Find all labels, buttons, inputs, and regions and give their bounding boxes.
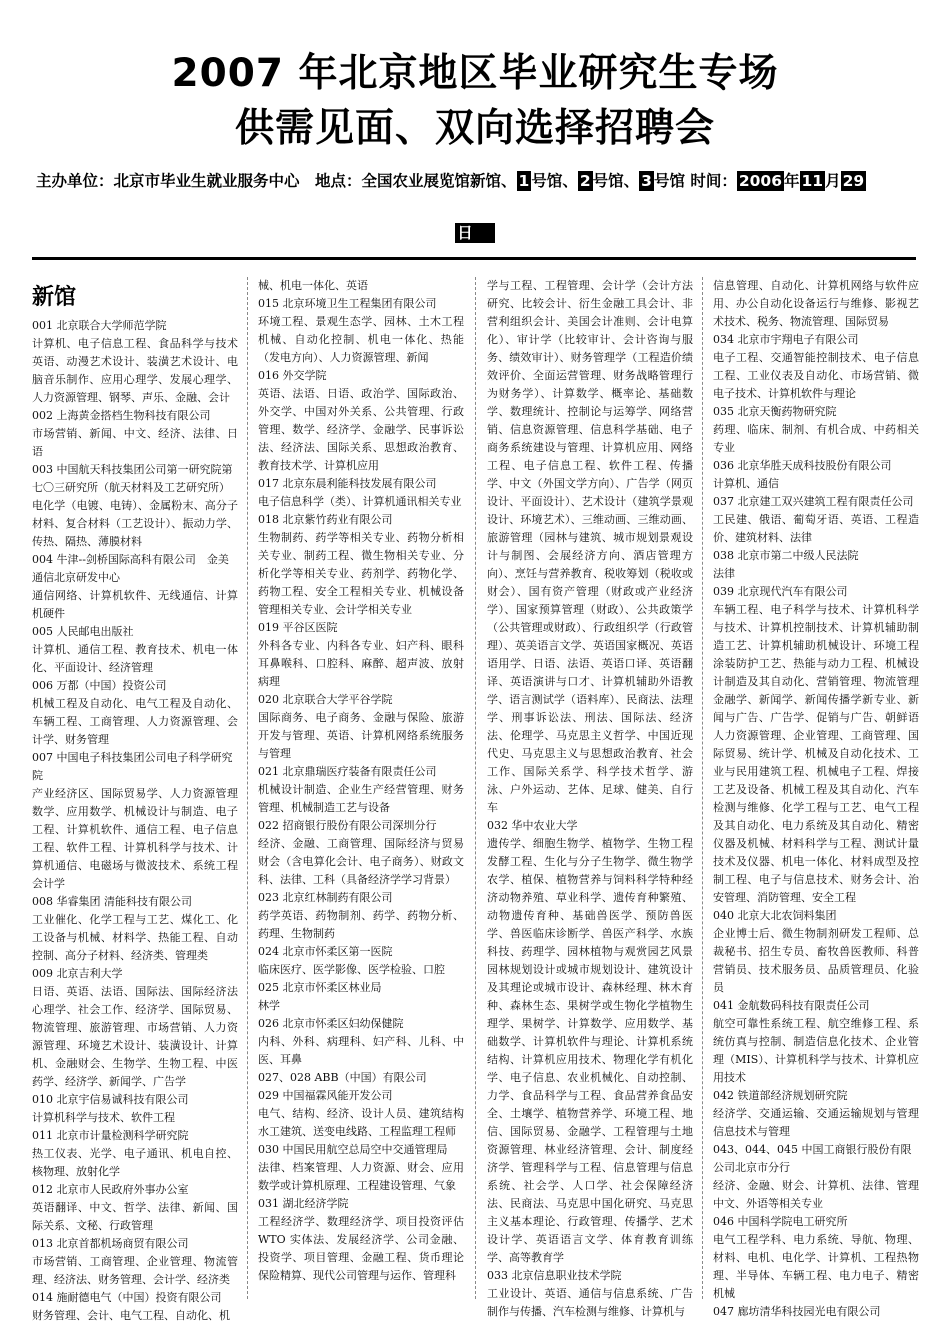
exhibitor-name: 001 北京联合大学师范学院 — [32, 319, 167, 332]
exhibitor-entry — [713, 583, 919, 907]
exhibitor-majors: 工程经济学、数理经济学、项目投资评估WTO 实体法、发展经济学、公司金融、投资学、项目管理、金融工程、货币理论保险精算、现代公司管理与运作、管理科 — [258, 1215, 464, 1282]
exhibitor-entry — [258, 889, 464, 943]
exhibitor-name: 007 中国电子科技集团公司电子科学研究院 — [32, 751, 233, 782]
exhibitor-entry — [258, 475, 464, 511]
exhibitor-name: 013 北京首都机场商贸有限公司 — [32, 1237, 189, 1250]
exhibitor-entry — [258, 511, 464, 619]
exhibitor-majors: 林学 — [258, 999, 280, 1012]
exhibitor-name: 025 北京市怀柔区林业局 — [258, 981, 382, 994]
exhibitor-entry — [32, 1235, 238, 1289]
exhibitor-majors: 通信网络、计算机软件、无线通信、计算机硬件 — [32, 589, 238, 620]
exhibitor-entry — [713, 331, 919, 403]
event-info-highlight: 11 — [801, 172, 824, 190]
exhibitor-name: 047 廊坊清华科技园光电有限公司 — [713, 1305, 881, 1318]
exhibitor-name: 010 北京宇信易诚科技有限公司 — [32, 1093, 189, 1106]
exhibitor-entry — [258, 691, 464, 763]
exhibitor-majors: 热工仪表、光学、电子通讯、机电自控、核物理、放射化学 — [32, 1147, 238, 1178]
exhibitor-majors: 英语翻译、中文、哲学、法律、新闻、国际关系、文秘、行政管理 — [32, 1201, 238, 1232]
event-info-highlight: 29 — [842, 172, 865, 190]
exhibitor-majors: 工业设计、英语、通信与信息系统、广告制作与传播、汽车检测与维修、计算机与 — [487, 1287, 693, 1318]
exhibitor-entry — [713, 1213, 919, 1303]
exhibitor-majors: 经济学、交通运输、交通运输规划与管理信息技术与管理 — [713, 1107, 919, 1138]
exhibitor-entry — [487, 817, 693, 1267]
column-divider — [247, 277, 248, 1299]
exhibitor-majors: 环境工程、景观生态学、园林、土木工程机械、自动化控制、机电一体化、热能（发电方向）、人力资源管理、新闻 — [258, 315, 464, 364]
event-info-text: 主办单位：北京市毕业生就业服务中心 地点：全国农业展览馆新馆、 — [36, 172, 517, 190]
exhibitor-entry — [258, 295, 464, 367]
exhibitor-name: 031 湖北经济学院 — [258, 1197, 349, 1210]
exhibitor-name: 006 万都（中国）投资公司 — [32, 679, 167, 692]
exhibitor-name: 018 北京紫竹药业有限公司 — [258, 513, 393, 526]
event-info-highlight: 2006 — [738, 172, 782, 190]
exhibitor-majors: 航空可靠性系统工程、航空维修工程、系统仿真与控制、制造信息化技术、企业管理（MIS）、计算机科学与技术、计算机应用技术 — [713, 1017, 919, 1084]
section-heading: 新馆 — [32, 285, 77, 310]
exhibitor-name: 002 上海黄金搭档生物科技有限公司 — [32, 409, 211, 422]
exhibitor-majors: 法律、档案管理、人力资源、财会、应用数学或计算机原理、工程建设管理、气象 — [258, 1161, 464, 1192]
event-info-text: 号馆 时间： — [653, 172, 737, 190]
event-info-text: 号馆、 — [531, 172, 578, 190]
exhibitor-name: 046 中国科学院电工研究所 — [713, 1215, 848, 1228]
exhibitor-majors: 机械工程及自动化、电气工程及自动化、车辆工程、工商管理、人力资源管理、会计学、财务管理 — [32, 697, 238, 746]
exhibitor-name: 041 金航数码科技有限责任公司 — [713, 999, 870, 1012]
exhibitor-entry — [32, 965, 238, 1091]
column-4 — [713, 277, 919, 1321]
exhibitor-entry — [713, 403, 919, 457]
column-1 — [32, 277, 238, 1325]
exhibitor-name: 022 招商银行股份有限公司深圳分行 — [258, 819, 437, 832]
column-divider — [475, 277, 476, 1299]
exhibitor-name: 043、044、045 中国工商银行股份有限公司北京市分行 — [713, 1143, 912, 1174]
exhibitor-majors: 工民建、俄语、葡萄牙语、英语、工程造价、建筑材料、法律 — [713, 513, 919, 544]
column-divider — [702, 277, 703, 1299]
exhibitor-name: 009 北京吉利大学 — [32, 967, 123, 980]
event-info-line — [36, 170, 914, 192]
column-2 — [258, 277, 464, 1285]
exhibitor-majors: 遗传学、细胞生物学、植物学、生物工程发酵工程、生化与分子生物学、微生物学农学、植保、植物营养与饲料科学特种经济动物养殖、草业科学、遗传育种繁殖、动物遗传育种、基础兽医学、预防兽医学、兽医临床诊断学、兽医产科学、水族科技、药理学、园林植物与观赏园艺风景园林规划设计或城市规划设计、建筑设计及其理论或城市设计、森林经理、林木育种、森林生态、果树学或生物化学植物生理学、果树学、计算数学、应用数学、基础数学、计算机软件与理论、计算机系统结构、计算机应用技术、物理化学有机化学、电子信息、农业机械化、自动控制、力学、食品科学与工程、食品营养食品安全、土壤学、植物营养学、环境工程、地信、国际贸易、金融学、工程管理与土地资源管理、林业经济管理、会计、制度经济学、管理科学与工程、信息管理与信息系统、社会学、人口学、社会保障经济法、民商法、马克思中国化研究、马克思主义基本理论、行政管理、传播学、艺术设计学、英语语言文学、体育教育训练学、高等教育学 — [487, 837, 693, 1264]
exhibitor-entry — [258, 1069, 464, 1087]
exhibitor-entry — [258, 979, 464, 1015]
exhibitor-entry — [258, 763, 464, 817]
exhibitor-name: 029 中国福霖风能开发公司 — [258, 1089, 393, 1102]
exhibitor-majors: 计算机、通信 — [713, 477, 779, 490]
exhibitor-majors: 计算机科学与技术、软件工程 — [32, 1111, 175, 1124]
exhibitor-name: 032 华中农业大学 — [487, 819, 578, 832]
exhibitor-name: 014 施耐德电气（中国）投资有限公司 — [32, 1291, 222, 1304]
exhibitor-name: 035 北京天衡药物研究院 — [713, 405, 837, 418]
exhibitor-majors: 临床医疗、医学影像、医学检验、口腔 — [258, 963, 445, 976]
exhibitor-entry — [713, 907, 919, 997]
exhibitor-entry — [258, 1015, 464, 1069]
exhibitor-name: 005 人民邮电出版社 — [32, 625, 134, 638]
exhibitor-entry — [32, 461, 238, 551]
exhibitor-majors: 机械设计制造、企业生产经营管理、财务管理、机械制造工艺与设备 — [258, 783, 464, 814]
exhibitor-entry — [32, 623, 238, 677]
exhibitor-entry — [32, 1127, 238, 1181]
exhibitor-name: 030 中国民用航空总局空中交通管理局 — [258, 1143, 448, 1156]
exhibitor-majors: 车辆工程、电子科学与技术、计算机科学与技术、计算机控制技术、计算机辅助制造工艺、计算机辅助机械设计、环境工程涂装防护工艺、热能与动力工程、机械设计制造及其自动化、营销管理、物流管理金融学、新闻学、新闻传播学新专业、新闻与广告、广告学、促销与广告、朝鲜语人力资源管理、企业管理、工商管理、国际贸易、统计学、机械及自动化技术、工业与民用建筑工程、机械电子工程、焊接工艺及设备、机械工程及其自动化、汽车检测与维修、化学工程与工艺、电气工程及其自动化、电力系统及其自动化、精密仪器及机械、材料科学与工程、测试计量技术及仪器、机电一体化、材料成型及控制工程、电子与信息技术、财务会计、治安管理、消防管理、安全工程 — [713, 603, 919, 904]
exhibitor-majors: 经济、金融、工商管理、国际经济与贸易财会（含电算化会计、电子商务）、财政文科、法律、工科（具备经济学学习背景） — [258, 837, 464, 886]
event-info-text: 年 — [783, 172, 800, 190]
exhibitor-majors: 计算机、电子信息工程、食品科学与技术英语、动漫艺术设计、装潢艺术设计、电脑音乐制作、应用心理学、发展心理学、人力资源管理、钢琴、声乐、金融、会计 — [32, 337, 238, 404]
exhibitor-name: 027、028 ABB（中国）有限公司 — [258, 1071, 427, 1084]
exhibitor-name: 023 北京红林制药有限公司 — [258, 891, 393, 904]
exhibitor-name: 019 平谷区医院 — [258, 621, 338, 634]
exhibitor-majors: 电子信息科学（类）、计算机通讯相关专业 — [258, 495, 462, 508]
exhibitor-majors: 电化学（电镀、电铸）、金属粉末、高分子材料、复合材料（工艺设计）、振动力学、传热、隔热、薄膜材料 — [32, 499, 238, 548]
event-info-highlight: 1 — [518, 172, 530, 190]
exhibitor-majors: 市场营销、工商管理、企业管理、物流管理、经济法、财务管理、会计学、经济类 — [32, 1255, 238, 1286]
exhibitor-entry — [32, 893, 238, 965]
exhibitor-name: 037 北京建工双兴建筑工程有限责任公司 — [713, 495, 914, 508]
exhibitor-majors: 电子工程、交通智能控制技术、电子信息工程、工业仪表及自动化、市场营销、微电子技术、计算机软件与理论 — [713, 351, 919, 400]
exhibitor-entry — [258, 1141, 464, 1195]
column-3 — [487, 277, 693, 1321]
exhibitor-entry — [713, 493, 919, 547]
entry-majors-continued: 信息管理、自动化、计算机网络与软件应用、办公自动化设备运行与维修、影视艺术技术、税务、物流管理、国际贸易 — [713, 279, 919, 328]
entry-majors-continued: 学与工程、工程管理、会计学（会计方法研究、比较会计、衍生金融工具会计、非营利组织会计、美国会计准则、会计电算化）、审计学（比较审计、会计咨询与服务、绩效审计）、财务管理学（工程造价绩效评价、全面运营管理、财务战略管理行为财务学）、计算数学、概率论、基础数学、数理统计、控制论与运筹学、网络营销、信息资源管理、信息科学基础、电子商务系统建设与管理、计算机应用、网络工程、电子信息工程、软件工程、传播学、中文（外国文学方向）、广告学（网页设计、平面设计）、艺术设计（建筑学景观设计、环境艺术）、三维动画、三维动画、旅游管理（园林与建筑、城市规划景观设计与制图、会展经济方向、酒店管理方向）、烹饪与营养教育、税收筹划（税收或财会）、国有资产管理（财政或产业经济学）、国家预算管理（财政）、公共政策学（公共管理或财政）、行政组织学（行政管理）、英美语言文学、英语国家概况、英语语用学、日语、法语、英语口译、英语翻译、英语演讲与口才、计算机辅助外语教学、语言测试学（语料库）、民商法、法理学、刑事诉讼法、刑法、国际法、经济法、伦理学、马克思主义哲学、中国近现代史、马克思主义与思想政治教育、社会工作、国际关系学、科学技术哲学、游泳、户外运动、艺体、足球、健美、自行车 — [487, 279, 693, 814]
exhibitor-name: 015 北京环境卫生工程集团有限公司 — [258, 297, 437, 310]
exhibitor-majors: 生物制药、药学等相关专业、药物分析相关专业、制药工程、微生物相关专业、分析化学等相关专业、药剂学、药物化学、药物工程、安全工程相关专业、机械设备管理相关专业、会计学相关专业 — [258, 531, 464, 616]
exhibitor-majors: 英语、法语、日语、政治学、国际政治、外交学、中国对外关系、公共管理、行政管理、数学、经济学、金融学、民事诉讼法、经济法、国际关系、思想政治教育、教育技术学、计算机应用 — [258, 387, 464, 472]
header-divider — [32, 257, 916, 260]
exhibitor-name: 020 北京联合大学平谷学院 — [258, 693, 393, 706]
exhibitor-entry — [32, 551, 238, 623]
event-info-text: 月 — [825, 172, 841, 190]
exhibitor-name: 034 北京市宇翔电子有限公司 — [713, 333, 859, 346]
exhibitor-majors: 药学英语、药物制剂、药学、药物分析、药理、生物制药 — [258, 909, 464, 940]
exhibitor-name: 008 华睿集团 清能科技有限公司 — [32, 895, 192, 908]
event-info-date-day: 日 — [455, 223, 495, 243]
exhibitor-name: 040 北京大北农饲料集团 — [713, 909, 837, 922]
exhibitor-name: 033 北京信息职业技术学院 — [487, 1269, 622, 1282]
exhibitor-entry — [713, 1303, 919, 1321]
exhibitor-name: 042 铁道部经济规划研究院 — [713, 1089, 848, 1102]
exhibitor-majors: 电气工程学科、电力系统、导航、物理、材料、电机、电化学、计算机、工程热物理、半导体、车辆工程、电力电子、精密机械 — [713, 1233, 919, 1300]
exhibitor-entry — [32, 317, 238, 407]
page-title-line2: 供需见面、双向选择招聘会 — [234, 106, 715, 151]
exhibitor-name: 036 北京华胜天成科技股份有限公司 — [713, 459, 892, 472]
entry-majors-continued: 械、机电一体化、英语 — [258, 279, 368, 292]
exhibitor-entry — [32, 677, 238, 749]
exhibitor-name: 016 外交学院 — [258, 369, 327, 382]
event-info-line2 — [0, 221, 950, 243]
event-info-highlight: 3 — [641, 172, 652, 190]
exhibitor-name: 012 北京市人民政府外事办公室 — [32, 1183, 189, 1196]
exhibitor-majors: 经济、金融、财会、计算机、法律、管理中文、外语等相关专业 — [713, 1179, 919, 1210]
page-title-line1: 2007 年北京地区毕业研究生专场 — [171, 51, 779, 96]
exhibitor-majors: 日语、英语、法语、国际法、国际经济法心理学、社会工作、经济学、国际贸易、物流管理、旅游管理、市场营销、人力资源管理、环境艺术设计、装潢设计、计算机、金融财会、生物学、生物工程、中医药学、经济学、新闻学、广告学 — [32, 985, 238, 1088]
exhibitor-name: 021 北京鼎瑞医疗装备有限责任公司 — [258, 765, 437, 778]
exhibitor-entry — [32, 407, 238, 461]
exhibitor-majors: 外科各专业、内科各专业、妇产科、眼科耳鼻喉科、口腔科、麻醉、超声波、放射病理 — [258, 639, 464, 688]
exhibitor-majors: 产业经济区、国际贸易学、人力资源管理数学、应用数学、机械设计与制造、电子工程、计算机软件、通信工程、电子信息工程、软件工程、计算机科学与技术、计算机通信、电磁场与微波技术、系统工程会计学 — [32, 787, 238, 890]
exhibitor-majors: 财务管理、会计、电气工程、自动化、机 — [32, 1309, 230, 1322]
event-info-highlight: 2 — [579, 172, 591, 190]
exhibitor-majors: 企业博士后、微生物制剂研发工程师、总裁秘书、招生专员、畜牧兽医教师、科普营销员、技术服务员、品质管理员、化验员 — [713, 927, 919, 994]
exhibitor-entry — [258, 367, 464, 475]
exhibitor-entry — [258, 817, 464, 889]
exhibitor-majors: 药理、临床、制剂、有机合成、中药相关专业 — [713, 423, 919, 454]
exhibitor-entry — [258, 1087, 464, 1141]
exhibitor-entry — [713, 1141, 919, 1213]
exhibitor-name: 017 北京东晨利能科技发展有限公司 — [258, 477, 437, 490]
exhibitor-entry — [32, 1091, 238, 1127]
exhibitor-entry — [32, 1289, 238, 1325]
exhibitor-entry — [713, 457, 919, 493]
exhibitor-entry — [32, 749, 238, 893]
exhibitor-entry — [713, 547, 919, 583]
exhibitor-name: 039 北京现代汽车有限公司 — [713, 585, 848, 598]
exhibitor-entry — [258, 619, 464, 691]
exhibitor-name: 011 北京市计量检测科学研究院 — [32, 1129, 189, 1142]
event-info-text: 号馆、 — [592, 172, 640, 190]
exhibitor-name: 026 北京市怀柔区妇幼保健院 — [258, 1017, 404, 1030]
exhibitor-name: 004 牛津--剑桥国际高科有限公司 金美通信北京研发中心 — [32, 553, 229, 584]
exhibitor-majors: 内科、外科、病理科、妇产科、儿科、中医、耳鼻 — [258, 1035, 464, 1066]
exhibitor-entry — [713, 1087, 919, 1141]
exhibitor-entry — [258, 1195, 464, 1285]
exhibitor-name: 038 北京市第二中级人民法院 — [713, 549, 859, 562]
exhibitor-name: 024 北京市怀柔区第一医院 — [258, 945, 393, 958]
exhibitor-majors: 计算机、通信工程、教育技术、机电一体化、平面设计、经济管理 — [32, 643, 238, 674]
exhibitor-entry — [258, 943, 464, 979]
exhibitor-name: 003 中国航天科技集团公司第一研究院第七〇三研究所（航天材料及工艺研究所） — [32, 463, 233, 494]
exhibitor-entry — [32, 1181, 238, 1235]
exhibitor-majors: 国际商务、电子商务、金融与保险、旅游开发与管理、英语、计算机网络系统服务与管理 — [258, 711, 464, 760]
exhibitor-majors: 电气、结构、经济、设计人员、建筑结构水工建筑、送变电线路、工程监理工程师 — [258, 1107, 464, 1138]
exhibitor-majors: 法律 — [713, 567, 735, 580]
exhibitor-majors: 工业催化、化学工程与工艺、煤化工、化工设备与机械、材料学、热能工程、自动控制、高分子材料、经济类、管理类 — [32, 913, 238, 962]
exhibitor-majors: 市场营销、新闻、中文、经济、法律、日语 — [32, 427, 238, 458]
exhibitor-entry — [713, 997, 919, 1087]
exhibitor-entry — [487, 1267, 693, 1321]
